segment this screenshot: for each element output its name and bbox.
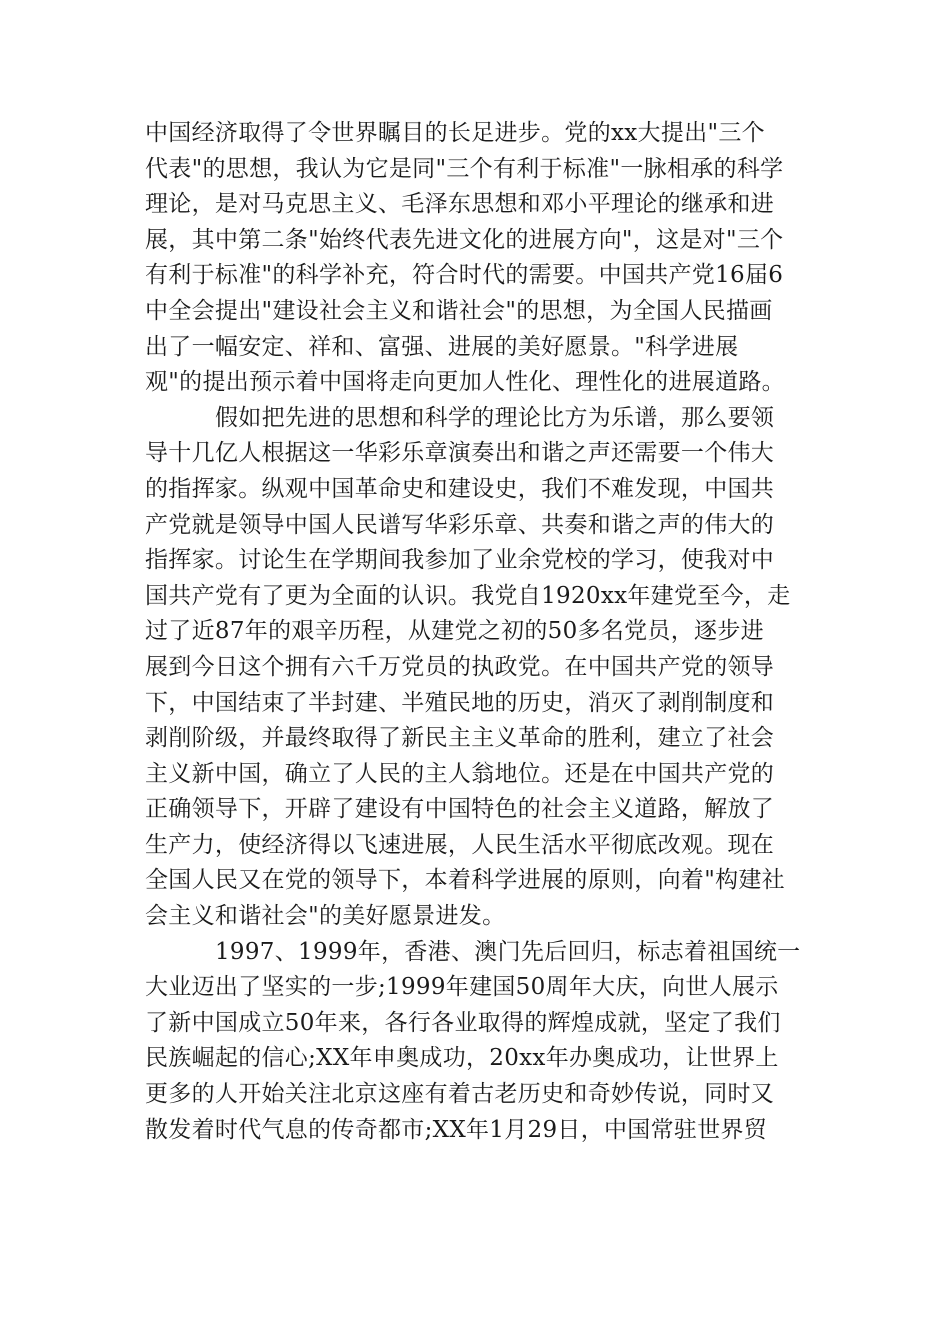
paragraph-first-line: 假如把先进的思想和科学的理论比方为乐谱，那么要领 bbox=[215, 404, 775, 431]
text-line: 正确领导下，开辟了建设有中国特色的社会主义道路，解放了 bbox=[145, 796, 775, 823]
text-line: 产党就是领导中国人民谱写华彩乐章、共奏和谐之声的伟大的 bbox=[145, 511, 775, 538]
text-line: 全国人民又在党的领导下，本着科学进展的原则，向着"构建社 bbox=[145, 867, 785, 894]
text-line: 导十几亿人根据这一华彩乐章演奏出和谐之声还需要一个伟大 bbox=[145, 440, 775, 467]
text-line: 观"的提出预示着中国将走向更加人性化、理性化的进展道路。 bbox=[145, 369, 785, 396]
text-line: 代表"的思想，我认为它是同"三个有利于标准"一脉相承的科学 bbox=[145, 155, 784, 182]
text-line: 生产力，使经济得以飞速进展，人民生活水平彻底改观。现在 bbox=[145, 831, 775, 858]
document-body bbox=[145, 116, 815, 1148]
text-line: 下，中国结束了半封建、半殖民地的历史，消灭了剥削制度和 bbox=[145, 689, 775, 716]
text-line: 了新中国成立50年来，各行各业取得的辉煌成就，坚定了我们 bbox=[145, 1009, 781, 1036]
text-line: 的指挥家。纵观中国革命史和建设史，我们不难发现，中国共 bbox=[145, 475, 775, 502]
text-line: 剥削阶级，并最终取得了新民主主义革命的胜利，建立了社会 bbox=[145, 725, 775, 752]
text-line: 指挥家。讨论生在学期间我参加了业余党校的学习，使我对中 bbox=[145, 547, 775, 574]
paragraph-first-line: 1997、1999年，香港、澳门先后回归，标志着祖国统一 bbox=[215, 938, 801, 965]
text-line: 过了近87年的艰辛历程，从建党之初的50多名党员，逐步进 bbox=[145, 618, 764, 645]
text-line: 更多的人开始关注北京这座有着古老历史和奇妙传说，同时又 bbox=[145, 1081, 775, 1108]
text-line: 展，其中第二条"始终代表先进文化的进展方向"，这是对"三个 bbox=[145, 226, 784, 253]
text-line: 民族崛起的信心;XX年申奥成功，20xx年办奥成功，让世界上 bbox=[145, 1045, 779, 1072]
text-line: 展到今日这个拥有六千万党员的执政党。在中国共产党的领导 bbox=[145, 653, 775, 680]
text-line: 有利于标准"的科学补充，符合时代的需要。中国共产党16届6 bbox=[145, 262, 784, 289]
text-line: 大业迈出了坚实的一步;1999年建国50周年大庆，向世人展示 bbox=[145, 974, 779, 1001]
text-line: 中国经济取得了令世界瞩目的长足进步。党的xx大提出"三个 bbox=[145, 120, 765, 146]
text-line: 散发着时代气息的传奇都市;XX年1月29日，中国常驻世界贸 bbox=[145, 1116, 768, 1143]
text-line: 会主义和谐社会"的美好愿景进发。 bbox=[145, 903, 506, 930]
text-line: 中全会提出"建设社会主义和谐社会"的思想，为全国人民描画 bbox=[145, 297, 773, 324]
text-line: 主义新中国，确立了人民的主人翁地位。还是在中国共产党的 bbox=[145, 760, 775, 787]
text-line: 理论，是对马克思主义、毛泽东思想和邓小平理论的继承和进 bbox=[145, 191, 775, 218]
text-line: 出了一幅安定、祥和、富强、进展的美好愿景。"科学进展 bbox=[145, 333, 739, 360]
text-line: 国共产党有了更为全面的认识。我党自1920xx年建党至今，走 bbox=[145, 582, 791, 609]
